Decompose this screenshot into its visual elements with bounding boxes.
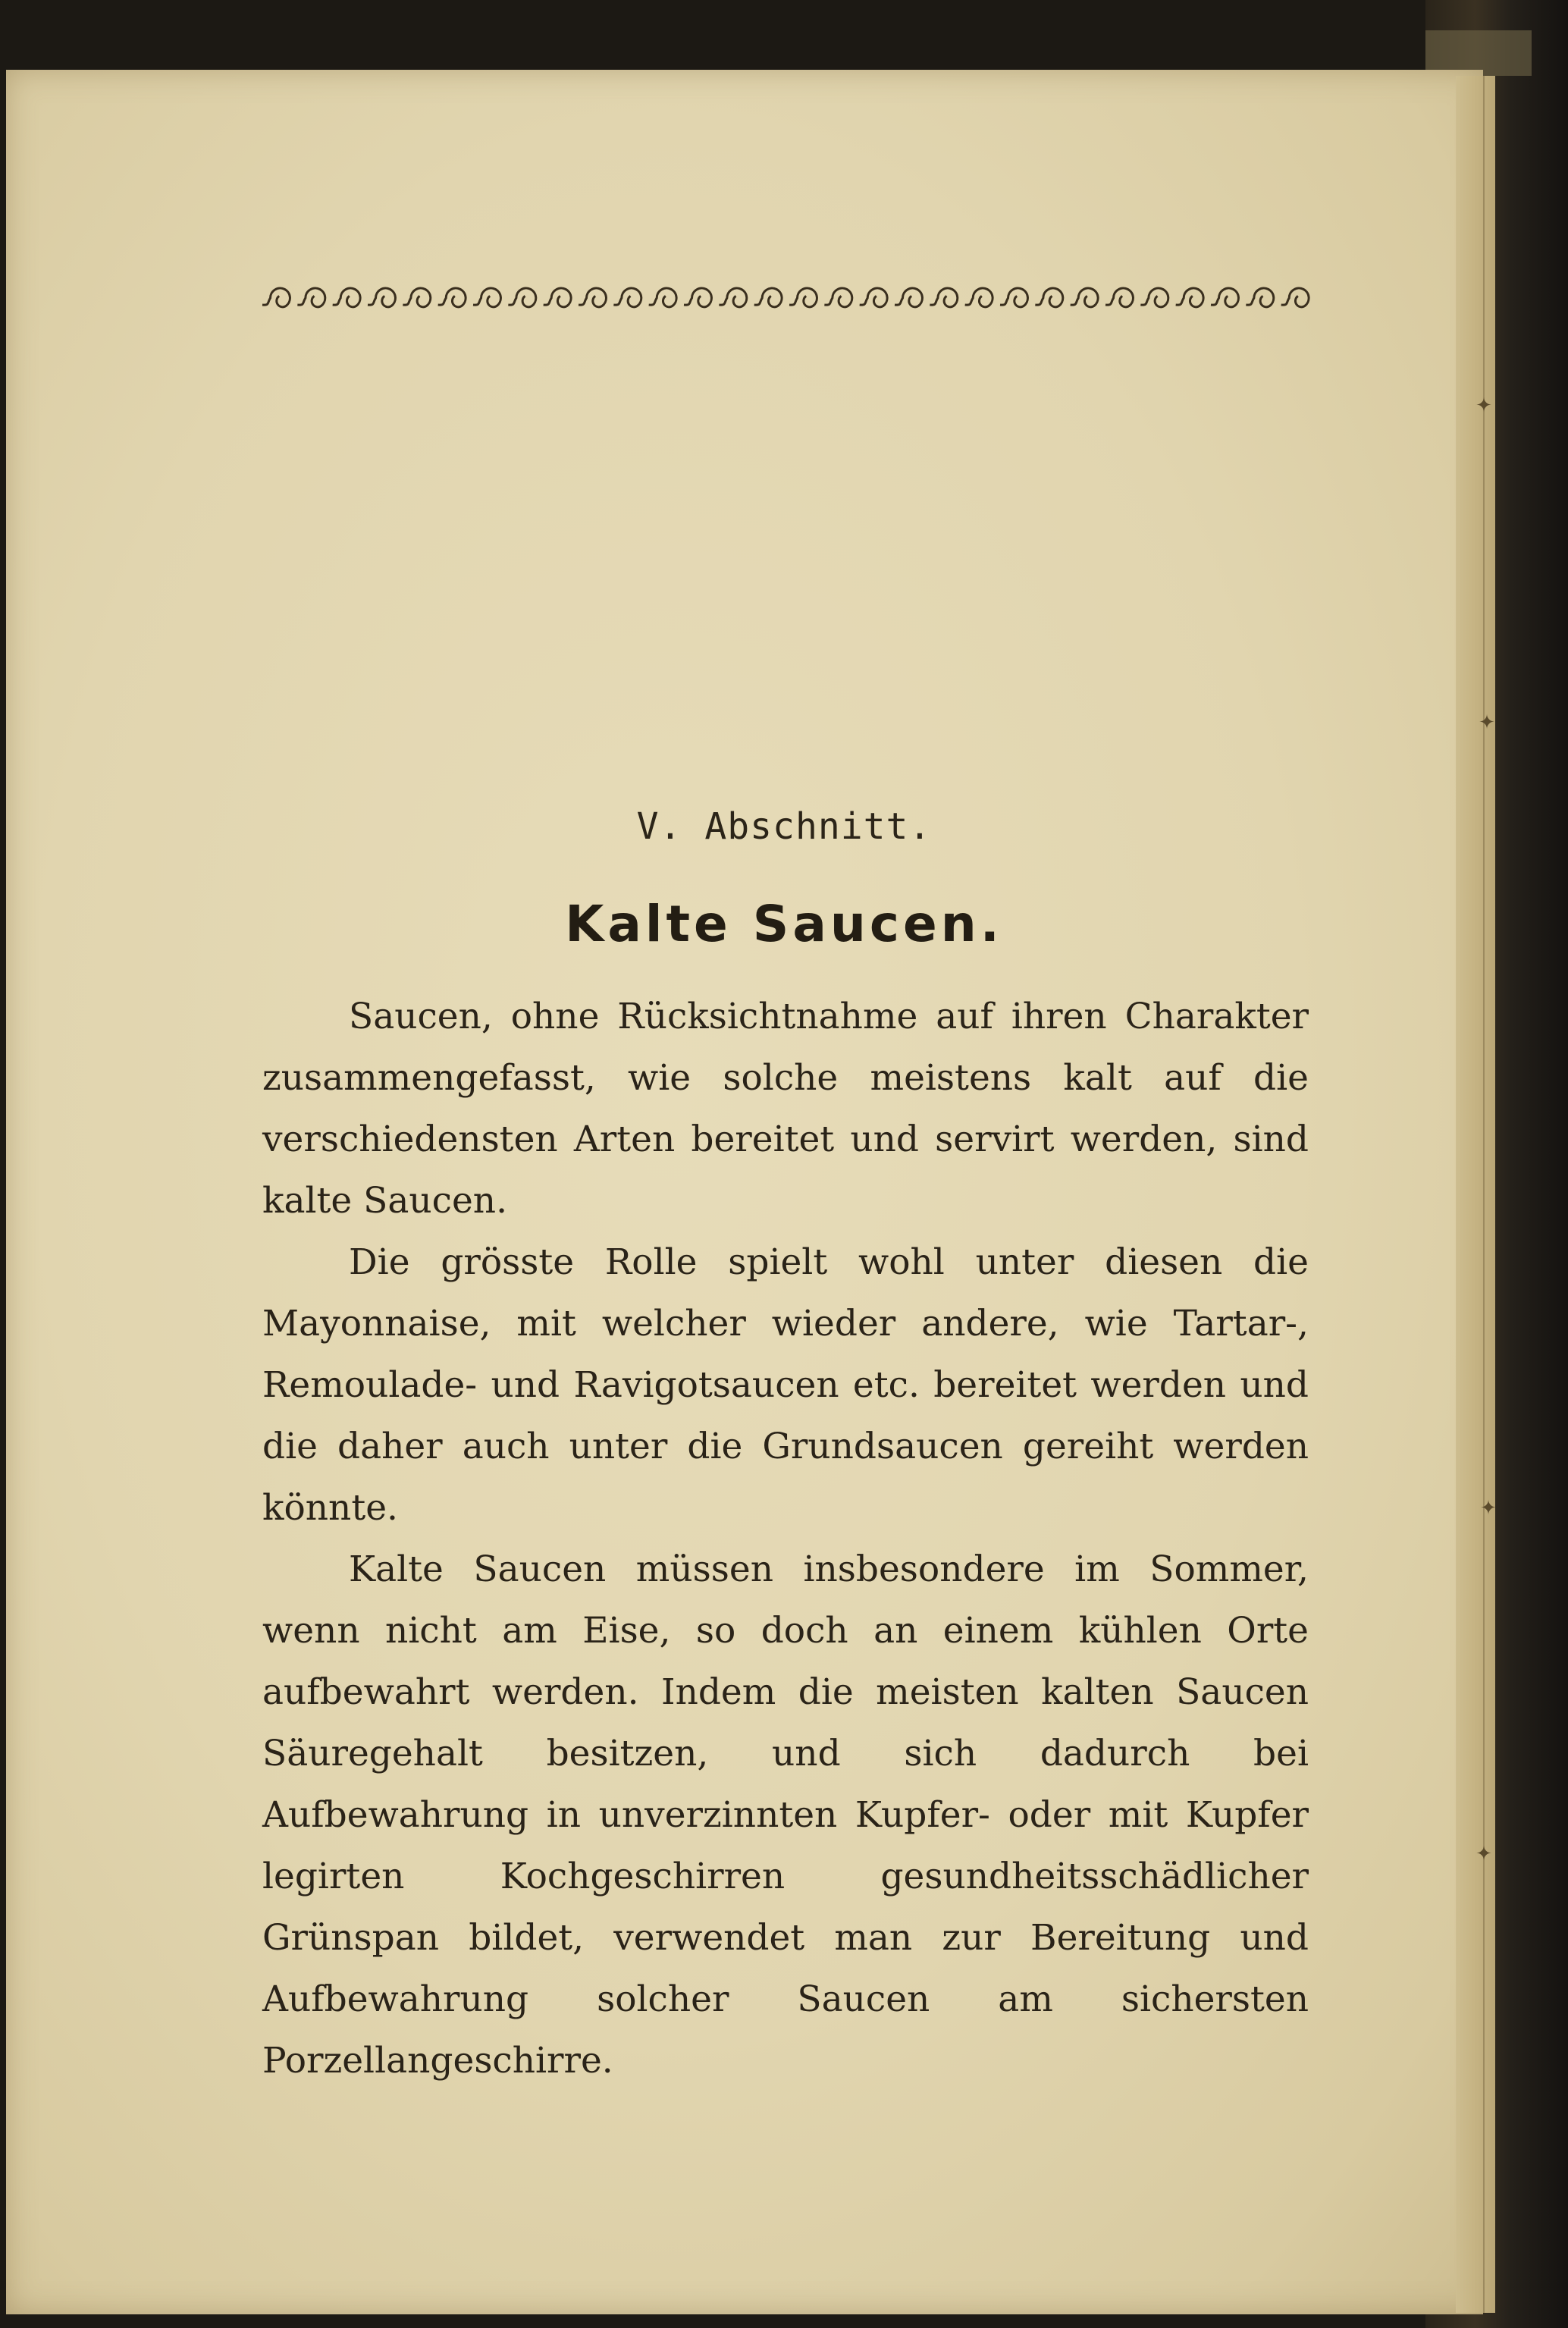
wave-scroll-unit <box>1211 288 1238 307</box>
wave-scroll-unit <box>789 288 817 307</box>
wave-scroll-unit <box>649 288 676 307</box>
wave-scroll-unit <box>824 288 851 307</box>
wave-scroll-unit <box>333 288 360 307</box>
wave-scroll-unit <box>754 288 782 307</box>
wave-scroll-unit <box>1035 288 1062 307</box>
wave-scroll-unit <box>1000 288 1027 307</box>
paragraph-1: Saucen, ohne Rücksichtnahme auf ihren Charakter zusammengefasst, wie solche meistens kalt auf die verschiedensten Arten bereitet und servirt werden, sind kalte Saucen. <box>262 996 1309 1222</box>
wave-scroll-unit <box>1105 288 1133 307</box>
wave-scroll-unit <box>1071 288 1098 307</box>
binding-thread-strip <box>1425 30 1532 76</box>
paragraph-2: Die grösste Rolle spielt wohl unter diesen die Mayonnaise, mit welcher wieder andere, wie Tartar-, Remoulade- und Ravigotsaucen etc. bereitet werden und die daher auch unter die Grundsaucen gereiht werden könnte. <box>262 1241 1309 1529</box>
binding-stitch-icon: ✦ <box>1475 394 1492 417</box>
wave-scroll-ornament <box>261 285 1315 311</box>
binding-stitch-icon: ✦ <box>1480 1497 1497 1520</box>
wave-scroll-unit <box>613 288 641 307</box>
wave-scroll-unit <box>719 288 746 307</box>
wave-scroll-unit <box>262 288 290 307</box>
wave-scroll-unit <box>930 288 957 307</box>
wave-scroll-unit <box>508 288 535 307</box>
paragraph-3: Kalte Saucen müssen insbesondere im Sommer, wenn nicht am Eise, so doch an einem kühlen Orte aufbewahrt werden. Indem die meisten kalten Saucen Säuregehalt besitzen, und sich dadurch bei Aufbewahrung in unverzinnten Kupfer- oder mit Kupfer legirten Kochgeschirren gesundheitsschädlicher Grünspan bildet, verwendet man zur Bereitung und Aufbewahrung solcher Saucen am sichersten Porzellangeschirre. <box>262 1548 1309 2082</box>
wave-scroll-unit <box>544 288 571 307</box>
wave-scroll-unit <box>1176 288 1203 307</box>
wave-scroll-unit <box>965 288 993 307</box>
wave-scroll-unit <box>895 288 922 307</box>
binding-stitch-icon: ✦ <box>1475 1843 1492 1865</box>
section-heading: V. Abschnitt. <box>636 805 932 848</box>
binding-stitch-icon: ✦ <box>1479 711 1495 734</box>
body-text <box>262 986 1309 2091</box>
wave-scroll-unit <box>403 288 430 307</box>
wave-scroll-unit <box>1281 288 1309 307</box>
wave-scroll-unit <box>684 288 711 307</box>
wave-scroll-unit <box>579 288 606 307</box>
wave-scroll-unit <box>473 288 500 307</box>
wave-scroll-unit <box>438 288 466 307</box>
wave-scroll-unit <box>1140 288 1168 307</box>
wave-scroll-unit <box>860 288 887 307</box>
wave-scroll-unit <box>1246 288 1273 307</box>
wave-scroll-unit <box>368 288 395 307</box>
chapter-title: Kalte Saucen. <box>565 895 1003 953</box>
wave-scroll-unit <box>297 288 325 307</box>
